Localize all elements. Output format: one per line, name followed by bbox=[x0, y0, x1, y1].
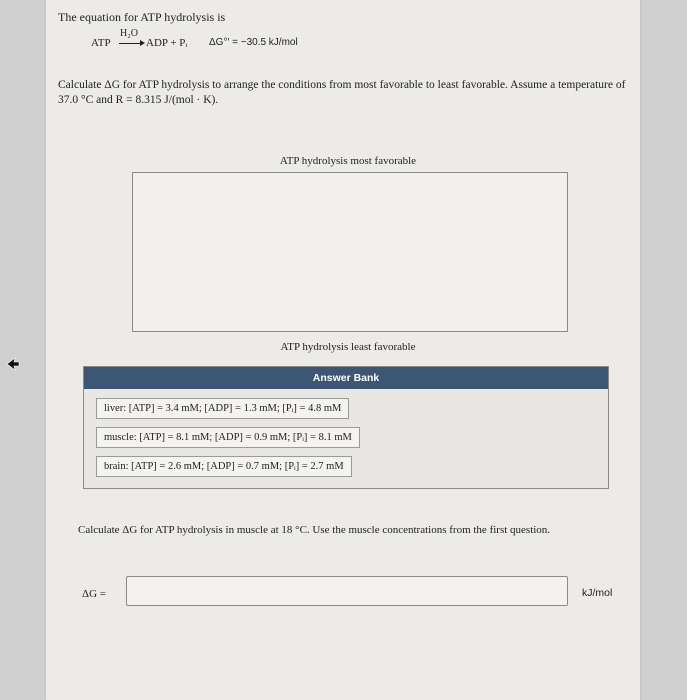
equation-reactant: ATP bbox=[91, 37, 111, 49]
answer-card-muscle[interactable]: muscle: [ATP] = 8.1 mM; [ADP] = 0.9 mM; [Pᵢ] = 8.1 mM bbox=[96, 427, 360, 448]
delta-g-answer-input[interactable] bbox=[126, 576, 568, 606]
answer-bank bbox=[83, 366, 609, 489]
least-favorable-label: ATP hydrolysis least favorable bbox=[280, 341, 416, 353]
equation-products: ADP + Pᵢ bbox=[146, 37, 188, 49]
equation-over-arrow: H₂O bbox=[120, 28, 138, 39]
question-2-text: Calculate ΔG for ATP hydrolysis in muscle at 18 °C. Use the muscle concentrations from the first question. bbox=[78, 524, 551, 536]
question-1-line-2: 37.0 °C and R = 8.315 J/(mol · K). bbox=[58, 94, 219, 106]
answer-unit: kJ/mol bbox=[582, 587, 613, 599]
answer-card-liver[interactable]: liver: [ATP] = 3.4 mM; [ADP] = 1.3 mM; [Pᵢ] = 4.8 mM bbox=[96, 398, 349, 419]
atp-equation bbox=[91, 28, 391, 64]
intro-text: The equation for ATP hydrolysis is bbox=[58, 10, 226, 24]
answer-bank-title: Answer Bank bbox=[84, 367, 608, 389]
question-page bbox=[46, 0, 640, 700]
delta-g-label: ΔG = bbox=[82, 588, 106, 600]
reaction-arrow-icon bbox=[119, 43, 141, 44]
question-1-line-1: Calculate ΔG for ATP hydrolysis to arrange the conditions from most favorable to least favorable. Assume a temperature of bbox=[58, 79, 626, 91]
equation-delta-g: ΔG°′ = −30.5 kJ/mol bbox=[209, 37, 298, 48]
most-favorable-label: ATP hydrolysis most favorable bbox=[279, 155, 417, 167]
question-1-text bbox=[58, 78, 628, 108]
ranking-drop-zone[interactable] bbox=[132, 172, 568, 332]
answer-card-brain[interactable]: brain: [ATP] = 2.6 mM; [ADP] = 0.7 mM; [Pᵢ] = 2.7 mM bbox=[96, 456, 352, 477]
mouse-cursor-icon bbox=[6, 357, 20, 371]
